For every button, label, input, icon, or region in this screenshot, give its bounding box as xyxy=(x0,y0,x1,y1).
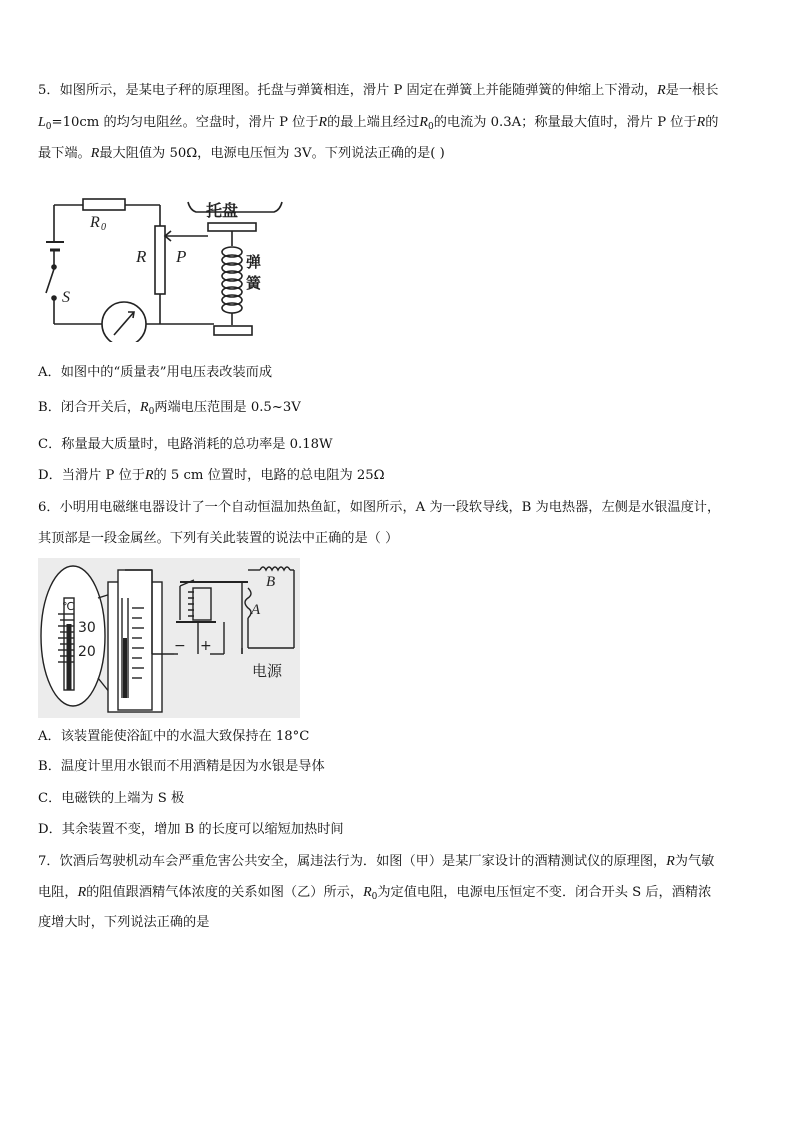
label-spring-1: 弹 xyxy=(246,253,262,271)
q5-option-b-text: B．闭合开关后， xyxy=(38,400,141,415)
q5-circuit-figure xyxy=(38,190,283,342)
q5-option-d xyxy=(38,467,385,485)
q5-stem-text: =10cm 的均匀电阻丝。空盘时，滑片 P 位于 xyxy=(51,115,319,130)
q5-stem-line-2 xyxy=(38,114,718,136)
q5-stem-text: 5．如图所示，是某电子秤的原理图。托盘与弹簧相连，滑片 P 固定在弹簧上并能随弹簧的伸缩上下滑动， xyxy=(38,83,658,98)
q5-option-d-text: 的 5 cm 位置时，电路的总电阻为 25Ω xyxy=(153,468,385,483)
q5-stem-line-3 xyxy=(38,145,445,163)
q5-stem-text: 的电流为 0.3A；称量最大值时，滑片 P 位于 xyxy=(433,115,697,130)
q7-stem-line-3: 度增大时，下列说法正确的是 xyxy=(38,915,210,930)
label-r0: R xyxy=(90,214,100,231)
q6-stem-line-1: 6．小明用电磁继电器设计了一个自动恒温加热鱼缸，如图所示，A 为一段软导线，B 为电热器，左侧是水银温度计， xyxy=(38,500,721,515)
label-p: P xyxy=(176,247,187,266)
q7-stem-text: 的阻值跟酒精气体浓度的关系如图（乙）所示， xyxy=(86,885,364,900)
label-plus: + xyxy=(200,638,212,654)
q5-stem-text: 最大阻值为 50Ω，电源电压恒为 3V。下列说法正确的是( ) xyxy=(99,146,445,161)
var-r: R xyxy=(419,115,428,130)
subscript: 0 xyxy=(148,407,155,417)
q7-stem-text: 电阻， xyxy=(38,885,78,900)
var-r: R xyxy=(318,115,328,130)
q6-relay-figure xyxy=(38,558,300,718)
label-30: 30 xyxy=(78,620,96,636)
subscript: 0 xyxy=(427,122,434,132)
q5-option-b-text: 两端电压范围是 0.5~3V xyxy=(154,400,301,415)
label-b: B xyxy=(266,574,276,590)
q5-option-b xyxy=(38,399,301,421)
q5-stem-text: 最下端。 xyxy=(38,146,91,161)
var-r: R xyxy=(657,83,666,98)
label-power-supply: 电源 xyxy=(252,662,283,680)
label-20: 20 xyxy=(78,644,96,660)
q7-stem-line-2 xyxy=(38,884,711,906)
label-minus: − xyxy=(174,638,186,654)
q7-stem-text: 为定值电阻，电源电压恒定不变．闭合开头 S 后，酒精浓 xyxy=(377,885,712,900)
q5-option-d-text: D．当滑片 P 位于 xyxy=(38,468,145,483)
label-r: R xyxy=(136,247,147,266)
q5-stem-text: 是一根长 xyxy=(665,83,719,98)
var-r: R xyxy=(363,885,372,900)
var-r: R xyxy=(140,400,149,415)
label-celsius: ℃ xyxy=(62,600,75,613)
q7-stem-line-1 xyxy=(38,853,714,871)
var-r: R xyxy=(90,146,100,161)
q6-option-b: B．温度计里用水银而不用酒精是因为水银是导体 xyxy=(38,759,325,774)
q5-option-a: A．如图中的“质量表”用电压表改装而成 xyxy=(38,365,273,380)
q5-option-c: C．称量最大质量时，电路消耗的总功率是 0.18W xyxy=(38,437,333,452)
var-l: L xyxy=(38,115,46,130)
q5-stem-line-1 xyxy=(38,82,718,100)
label-s: S xyxy=(62,289,70,306)
q6-option-d: D．其余装置不变，增加 B 的长度可以缩短加热时间 xyxy=(38,822,344,837)
q5-stem-text: 的最上端且经过 xyxy=(327,115,420,130)
label-spring-2: 簧 xyxy=(246,274,262,292)
q6-stem-line-2: 其顶部是一段金属丝。下列有关此装置的说法中正确的是（ ） xyxy=(38,531,399,546)
q6-option-c: C．电磁铁的上端为 S 极 xyxy=(38,791,185,806)
var-r: R xyxy=(77,885,87,900)
label-tray: 托盘 xyxy=(206,201,239,220)
var-r: R xyxy=(666,854,675,869)
q5-circuit-diagram xyxy=(38,190,283,342)
label-r0-subscript: 0 xyxy=(101,222,106,233)
var-r: R xyxy=(696,115,706,130)
q5-stem-text: 的 xyxy=(705,115,719,130)
subscript: 0 xyxy=(371,892,378,902)
q6-relay-diagram xyxy=(38,558,300,718)
subscript: 0 xyxy=(45,122,52,132)
label-a: A xyxy=(251,602,261,618)
q7-stem-text: 7．饮酒后驾驶机动车会严重危害公共安全，属违法行为．如图（甲）是某厂家设计的酒精测试仪的原理图， xyxy=(38,854,667,869)
var-r: R xyxy=(144,468,154,483)
q6-option-a: A．该装置能使浴缸中的水温大致保持在 18°C xyxy=(38,729,310,744)
q7-stem-text: 为气敏 xyxy=(674,854,715,869)
